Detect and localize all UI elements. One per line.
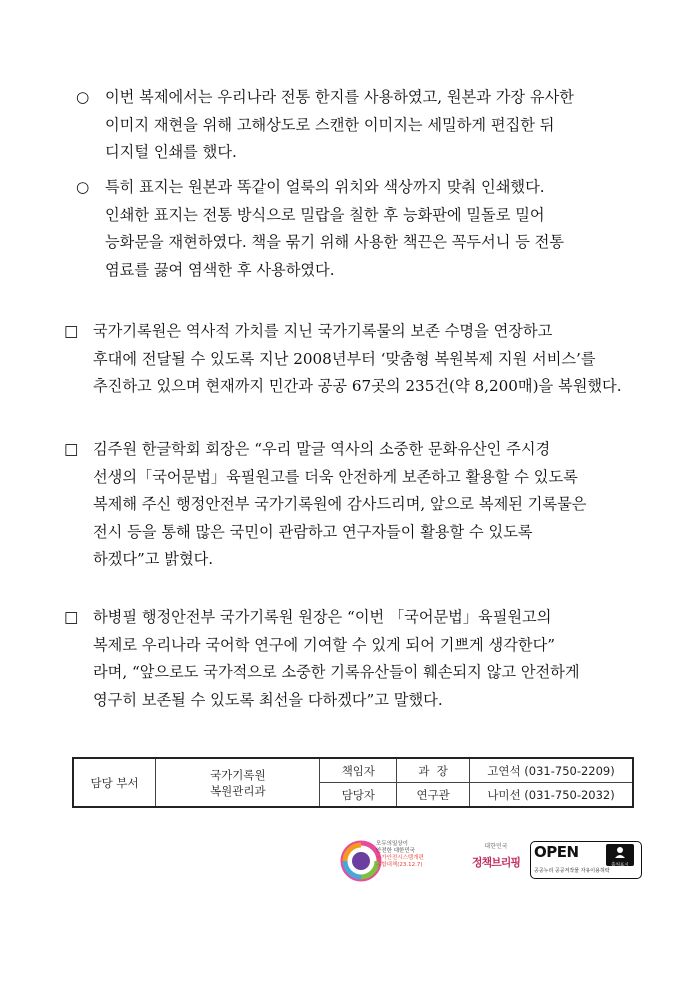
logo-text: 국가안전시스템개편: [376, 855, 424, 861]
attribution-badge: [606, 844, 634, 866]
table-row: [73, 758, 633, 783]
badge-text: 출처표시: [611, 863, 629, 868]
logo-text: 공공누리 공공저작물 자유이용허락: [534, 868, 610, 874]
logo-text: 종합대책(23.12.7): [376, 862, 423, 868]
square-bullet-icon: □: [64, 608, 79, 626]
paragraph-line: 인쇄한 표지는 전통 방식으로 밀랍을 칠한 후 능화판에 밀돌로 밀어: [105, 205, 545, 224]
logo-text: 정책브리핑: [471, 856, 521, 869]
title-cell: 연구관: [397, 783, 470, 808]
paragraph-line: 능화문을 재현하였다. 책을 묶기 위해 사용한 책끈은 꼭두서니 등 전통: [105, 233, 565, 251]
footer-logos: [340, 835, 640, 895]
dept-label-cell: 담당 부서: [73, 758, 156, 807]
dept-name-cell: [156, 758, 320, 807]
paragraph-line: 디지털 인쇄를 했다.: [105, 143, 237, 161]
logo-text: 모두의일상이: [376, 841, 408, 847]
paragraph-line: 하겠다”고 밝혔다.: [93, 550, 214, 568]
role-cell: 담당자: [320, 783, 397, 808]
paragraph-line: 추진하고 있으며 현재까지 민간과 공공 67곳의 235건(약 8,200매)을 복원했다.: [93, 377, 622, 395]
square-item-3: [64, 604, 638, 714]
circle-item-1: [76, 84, 642, 167]
square-item-1: [64, 318, 638, 401]
open-license-logo: [530, 841, 642, 879]
paragraph-line: 김주원 한글학회 회장은 “우리 말글 역사의 소중한 문화유산인 주시경: [93, 440, 551, 458]
paragraph-line: 염료를 끓여 염색한 후 사용하였다.: [105, 260, 335, 279]
person-cell: 나미선 (031-750-2032): [470, 783, 633, 808]
dept-name-line: 복원관리과: [210, 783, 266, 798]
paragraph-line: 후대에 전달될 수 있도록 지난 2008년부터 ‘맞춤형 복원복제 지원 서비스’를: [93, 349, 596, 368]
safety-campaign-logo: [340, 839, 460, 883]
paragraph-line: 이번 복제에서는 우리나라 전통 한지를 사용하였고, 원본과 가장 유사한: [105, 88, 574, 106]
square-bullet-icon: □: [64, 440, 79, 458]
title-cell: 과 장: [397, 758, 470, 783]
contact-table: [72, 757, 634, 808]
circle-bullet-icon: ○: [76, 88, 90, 106]
paragraph-line: 라며, “앞으로도 국가적으로 소중한 기록유산들이 훼손되지 않고 안전하게: [93, 663, 580, 681]
dept-name-line: 국가기록원: [210, 767, 266, 782]
paragraph-line: 복제해 주신 행정안전부 국가기록원에 감사드리며, 앞으로 복제된 기록물은: [93, 495, 587, 513]
circle-item-2: [76, 174, 642, 284]
paragraph-line: 하병필 행정안전부 국가기록원 원장은 “이번 「국어문법」육필원고의: [93, 608, 552, 626]
role-cell: 책임자: [320, 758, 397, 783]
paragraph-line: 영구히 보존될 수 있도록 최선을 다하겠다”고 말했다.: [93, 690, 443, 709]
person-icon: [606, 845, 634, 859]
logo-text: 안전한 대한민국: [376, 848, 415, 854]
logo-text: 대한민국: [484, 843, 508, 850]
open-wordmark: OPEN: [534, 843, 579, 861]
circle-bullet-icon: ○: [76, 178, 90, 196]
paragraph-line: 복제로 우리나라 국어학 연구에 기여할 수 있게 되어 기쁘게 생각한다”: [93, 635, 556, 654]
paragraph-line: 국가기록원은 역사적 가치를 지닌 국가기록물의 보존 수명을 연장하고: [93, 322, 553, 340]
paragraph-line: 선생의「국어문법」육필원고를 더욱 안전하게 보존하고 활용할 수 있도록: [93, 467, 578, 486]
paragraph-line: 특히 표지는 원본과 똑같이 얼룩의 위치와 색상까지 맞춰 인쇄했다.: [105, 178, 545, 196]
paragraph-line: 전시 등을 통해 많은 국민이 관람하고 연구자들이 활용할 수 있도록: [93, 522, 533, 541]
policy-briefing-logo: [468, 841, 524, 883]
square-bullet-icon: □: [64, 322, 79, 340]
square-item-2: [64, 436, 638, 574]
person-cell: 고연석 (031-750-2209): [470, 758, 633, 783]
paragraph-line: 이미지 재현을 위해 고해상도로 스캔한 이미지는 세밀하게 편집한 뒤: [105, 115, 555, 134]
